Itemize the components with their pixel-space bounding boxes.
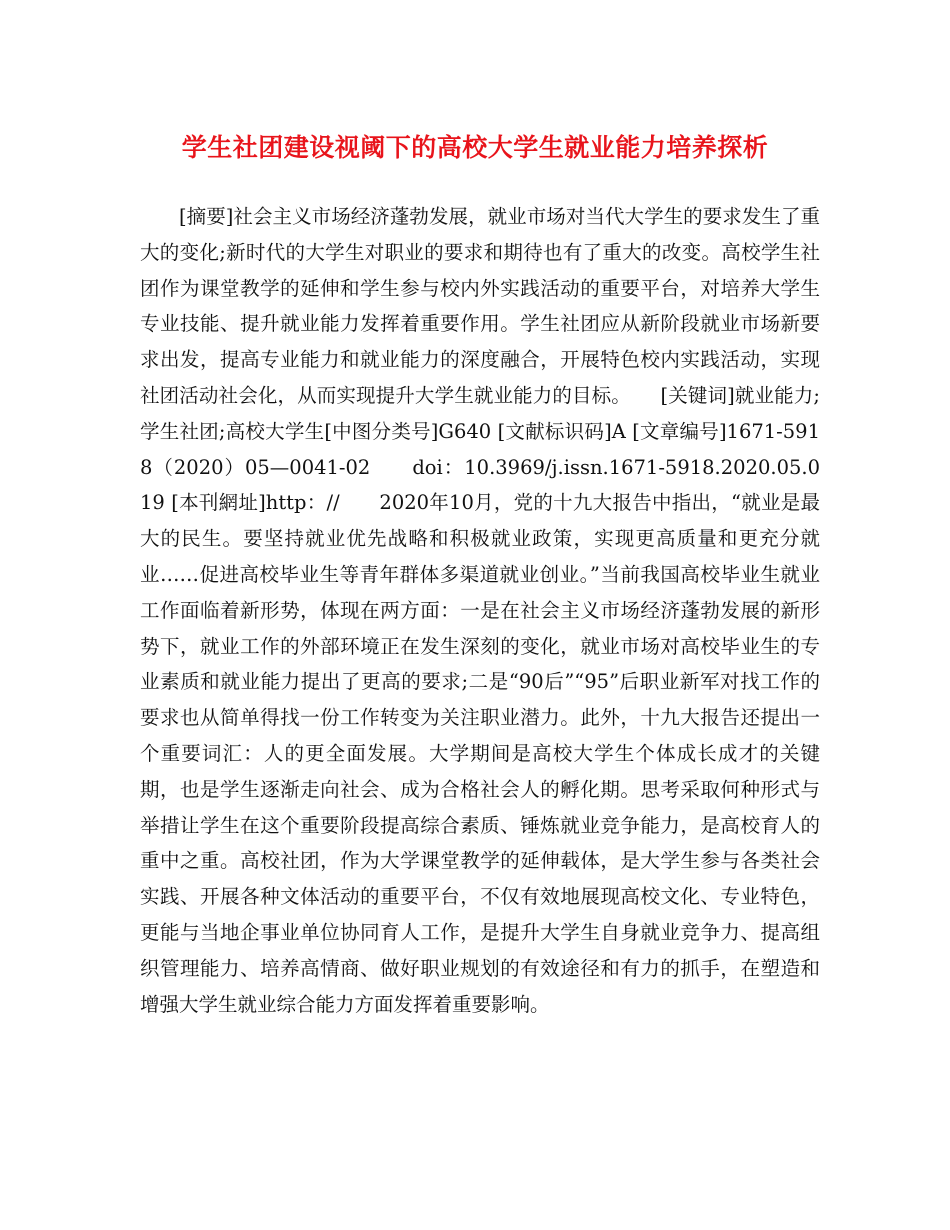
document-body: [摘要]社会主义市场经济蓬勃发展，就业市场对当代大学生的要求发生了重大的变化;新时代的大学生对职业的要求和期待也有了重大的改变。高校学生社团作为课堂教学的延伸和学生参与校内外实践活动的重要平台，对培养大学生专业技能、提升就业能力发挥着重要作用。学生社团应从新阶段就业市场新要求出发，提高专业能力和就业能力的深度融合，开展特色校内实践活动，实现社团活动社会化，从而实现提升大学生就业能力的目标。 [关键词]就业能力;学生社团;高校大学生[中图分类号]G640 [文献标识码]A [文章编号]1671-5918（2020）05—0041-02 doi：10.3969/j.issn.1671-5918.2020.05.019 [本刊網址]http：// 2020年10月，党的十九大报告中指出，“就业是最大的民生。要坚持就业优先战略和积极就业政策，实现更高质量和更充分就业……促进高校毕业生等青年群体多渠道就业创业。”当前我国高校毕业生就业工作面临着新形势，体现在两方面：一是在社会主义市场经济蓬勃发展的新形势下，就业工作的外部环境正在发生深刻的变化，就业市场对高校毕业生的专业素质和就业能力提出了更高的要求;二是“90后”“95”后职业新军对找工作的要求也从简单得找一份工作转变为关注职业潜力。此外，十九大报告还提出一个重要词汇：人的更全面发展。大学期间是高校大学生个体成长成才的关键期，也是学生逐渐走向社会、成为合格社会人的孵化期。思考采取何种形式与举措让学生在这个重要阶段提高综合素质、锤炼就业竞争能力，是高校育人的重中之重。高校社团，作为大学课堂教学的延伸载体，是大学生参与各类社会实践、开展各种文体活动的重要平台，不仅有效地展现高校文化、专业特色，更能与当地企事业单位协同育人工作，是提升大学生自身就业竞争力、提高组织管理能力、培养高情商、做好职业规划的有效途径和有力的抓手，在塑造和增强大学生就业综合能力方面发挥着重要影响。 bbox=[140, 205, 820, 1016]
document-title: 学生社团建设视阈下的高校大学生就业能力培养探析 bbox=[181, 133, 769, 162]
